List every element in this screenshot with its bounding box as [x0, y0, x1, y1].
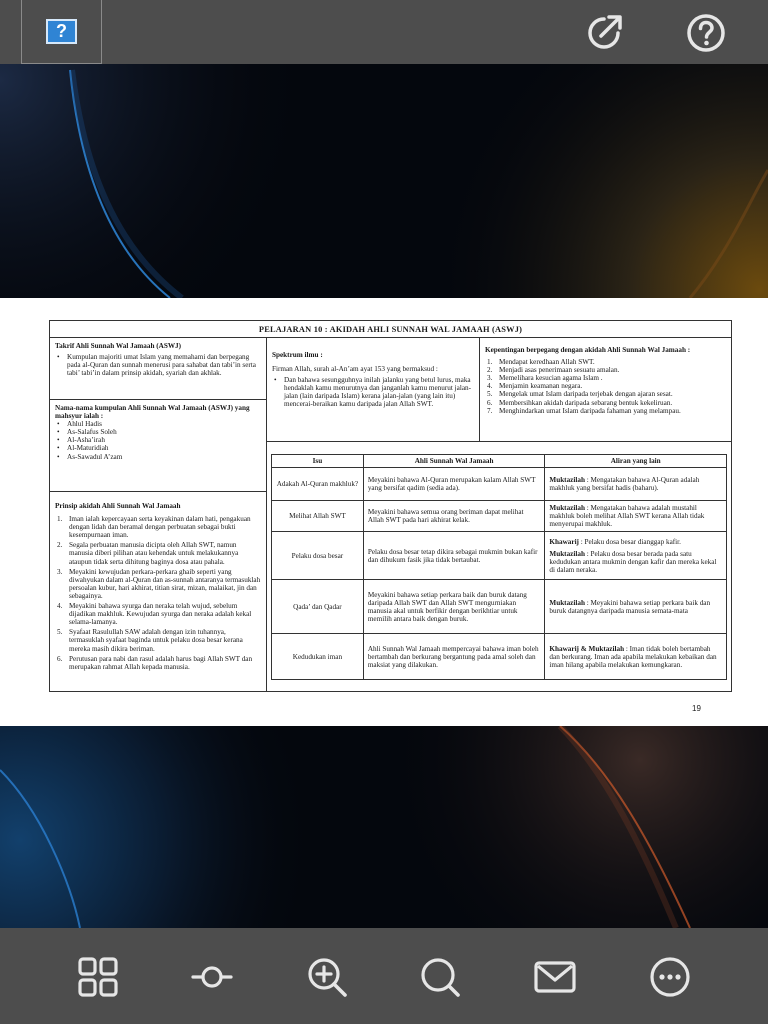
aswj-cell: Pelaku dosa besar tetap dikira sebagai mukmin bukan kafir dan dihukum fasik jika tidak bertaubat. [363, 532, 545, 580]
document-page [0, 298, 768, 726]
nama-item: • As-Salafus Soleh [55, 428, 262, 436]
table-header: Aliran yang lain [545, 455, 727, 468]
share-icon[interactable] [583, 12, 625, 54]
takrif-section [50, 338, 267, 400]
page-number: 19 [692, 704, 701, 713]
lain-cell: Muktazilah : Meyakini bahawa setiap perkara baik dan buruk datangnya daripada manusia semata-mata [545, 580, 727, 634]
table-header-row [272, 455, 727, 468]
top-toolbar [0, 0, 768, 64]
prinsip-item: 5. Syafaat Rasulullah SAW adalah dengan izin tuhannya, termasuklah syafaat baginda untuk pelaku dosa besar kerana mereka masih dikira beriman. [57, 628, 243, 653]
prinsip-item: 4. Meyakini bahawa syurga dan neraka telah wujud, sebelum dijadikan makhluk. Kewujudan syurga dan neraka adalah kekal selama-lamanya. [57, 602, 252, 627]
table-row [272, 580, 727, 634]
nama-heading: Nama-nama kumpulan Ahli Sunnah Wal Jamaah (ASWJ) yang mahsyur ialah : [55, 404, 250, 421]
kepentingan-item: 3. Memelihara kesucian agama Islam . [487, 374, 603, 383]
table-header: Ahli Sunnah Wal Jamaah [363, 455, 545, 468]
more-icon[interactable] [648, 955, 692, 999]
lesson-sheet [49, 320, 732, 692]
table-row [272, 468, 727, 501]
spektrum-heading: Spektrum ilmu : [272, 351, 323, 359]
isu-cell: Qada’ dan Qadar [272, 580, 364, 634]
prinsip-item: 2. Segala perbuatan manusia dicipta oleh Allah SWT, namun manusia diberi pilihan atau kehendak untuk melakukannya ataupun tidak serta dihitung baginya dosa atau pahala. [57, 541, 239, 566]
spektrum-section [267, 338, 480, 442]
prinsip-item: 1. Iman ialah kepercayaan serta keyakinan dalam hati, pengakuan dengan lidah dan beramal dengan perbuatan sebagai bukti kesempurnaan iman. [57, 515, 251, 540]
kepentingan-item: 7. Menghindarkan umat Islam daripada fahaman yang melampau. [487, 406, 681, 415]
kepentingan-item: 4. Menjamin keamanan negara. [487, 382, 583, 391]
aswj-cell: Meyakini bahawa Al-Quran merupakan kalam Allah SWT yang bersifat qadim (sedia ada). [363, 468, 545, 501]
kepentingan-heading: Kepentingan berpegang dengan akidah Ahli Sunnah Wal Jamaah : [485, 346, 691, 354]
aswj-cell: Ahli Sunnah Wal Jamaah mempercayai bahawa iman boleh bertambah dan berkurang bergantung pada amal soleh dan maksiat yang dilakukan. [363, 634, 545, 680]
lain-cell: Muktazilah : Mengatakan bahawa adalah mustahil makhluk boleh melihat Allah SWT kerana Allah tidak menyerupai makhluk. [545, 501, 727, 532]
nama-item: • Al-Asha’irah [55, 436, 262, 444]
prinsip-item: 6. Perutusan para nabi dan rasul adalah harus bagi Allah SWT dan merupakan rahmat Allah kepada manusia. [57, 654, 253, 671]
kepentingan-section [480, 338, 731, 442]
isu-cell: Kedudukan iman [272, 634, 364, 680]
slider-icon[interactable] [190, 955, 234, 999]
lain-cell: Muktazilah : Mengatakan bahawa Al-Quran adalah makhluk yang bersifat hadis (baharu). [545, 468, 727, 501]
help-badge-button[interactable] [21, 0, 102, 64]
table-header: Isu [272, 455, 364, 468]
aswj-cell: Meyakini bahawa setiap perkara baik dan buruk datang daripada Allah SWT dan Allah SWT mengurniakan manusia akal untuk berfikir dengan berikhtiar untuk memilih antara baik dengan buruk. [363, 580, 545, 634]
aswj-cell: Meyakini bahawa semua orang beriman dapat melihat Allah SWT pada hari akhirat kelak. [363, 501, 545, 532]
kepentingan-item: 1. Mendapat keredhaan Allah SWT. [487, 358, 595, 367]
prinsip-section [50, 492, 267, 691]
takrif-bullet: • Kumpulan majoriti umat Islam yang memahami dan berpegang pada al-Quran dan sunnah menerusi para sahabat dan tabi’in serta tabi’ tabi’in dalam prinsip akidah, syariah dan akhlak. [55, 353, 262, 377]
isu-cell: Melihat Allah SWT [272, 501, 364, 532]
zoom-in-icon[interactable] [305, 955, 349, 999]
mail-icon[interactable] [533, 955, 577, 999]
table-row [272, 501, 727, 532]
nama-section [50, 400, 267, 492]
table-row [272, 532, 727, 580]
kepentingan-item: 6. Membersihkan akidah daripada sebarang bentuk kekeliruan. [487, 398, 673, 407]
nama-item: • Ahlul Hadis [55, 420, 262, 428]
table-row [272, 634, 727, 680]
help-badge-icon: ? [46, 19, 77, 44]
lesson-title: PELAJARAN 10 : AKIDAH AHLI SUNNAH WAL JAMAAH (ASWJ) [50, 321, 731, 338]
kepentingan-item: 5. Mengelak umat Islam daripada terjebak dengan ajaran sesat. [487, 390, 673, 399]
isu-cell: Pelaku dosa besar [272, 532, 364, 580]
kepentingan-item: 2. Menjadi asas penerimaan sesuatu amalan. [487, 366, 620, 375]
isu-table [271, 454, 727, 680]
lain-cell: Khawarij : Pelaku dosa besar dianggap kafir. Muktazilah : Pelaku dosa besar berada pada satu kedudukan antara mukmin dengan kafir dan mereka kekal di dalam neraka. [545, 532, 727, 580]
takrif-heading: Takrif Ahli Sunnah Wal Jamaah (ASWJ) [55, 342, 182, 350]
help-icon[interactable] [685, 12, 727, 54]
nama-item: • Al-Maturidiah [55, 444, 262, 452]
lain-cell: Khawarij & Muktazilah : Iman tidak boleh bertambah dan berkurang. Iman ada apabila melakukan kebaikan dan iman hilang apabila melakukan kemungkaran. [545, 634, 727, 680]
prinsip-heading: Prinsip akidah Ahli Sunnah Wal Jamaah [55, 502, 181, 510]
spektrum-intro: Firman Allah, surah al-An’am ayat 153 yang bermaksud : [272, 365, 438, 374]
spektrum-quote: • Dan bahawa sesungguhnya inilah jalanku yang betul lurus, maka hendaklah kamu menurutnya dan janganlah kamu menurut jalan-jalan (lain daripada Islam) kerana jalan-jalan (yang lain itu) mencerai-beraikan kamu daripada jalan Allah SWT. [272, 376, 474, 408]
search-icon[interactable] [418, 955, 462, 999]
isu-cell: Adakah Al-Quran makhluk? [272, 468, 364, 501]
nama-item: • As-Sawadul A’zam [55, 453, 262, 461]
grid-icon[interactable] [76, 955, 120, 999]
prinsip-item: 3. Meyakini kewujudan perkara-perkara ghaib seperti yang diwahyukan dalam al-Quran dan as-sunnah antaranya termasuklah persoalan kubur, hari akhirat, titian sirat, mizan, malaikat, jin dan sebagainya. [57, 567, 261, 600]
left-column [50, 338, 267, 691]
